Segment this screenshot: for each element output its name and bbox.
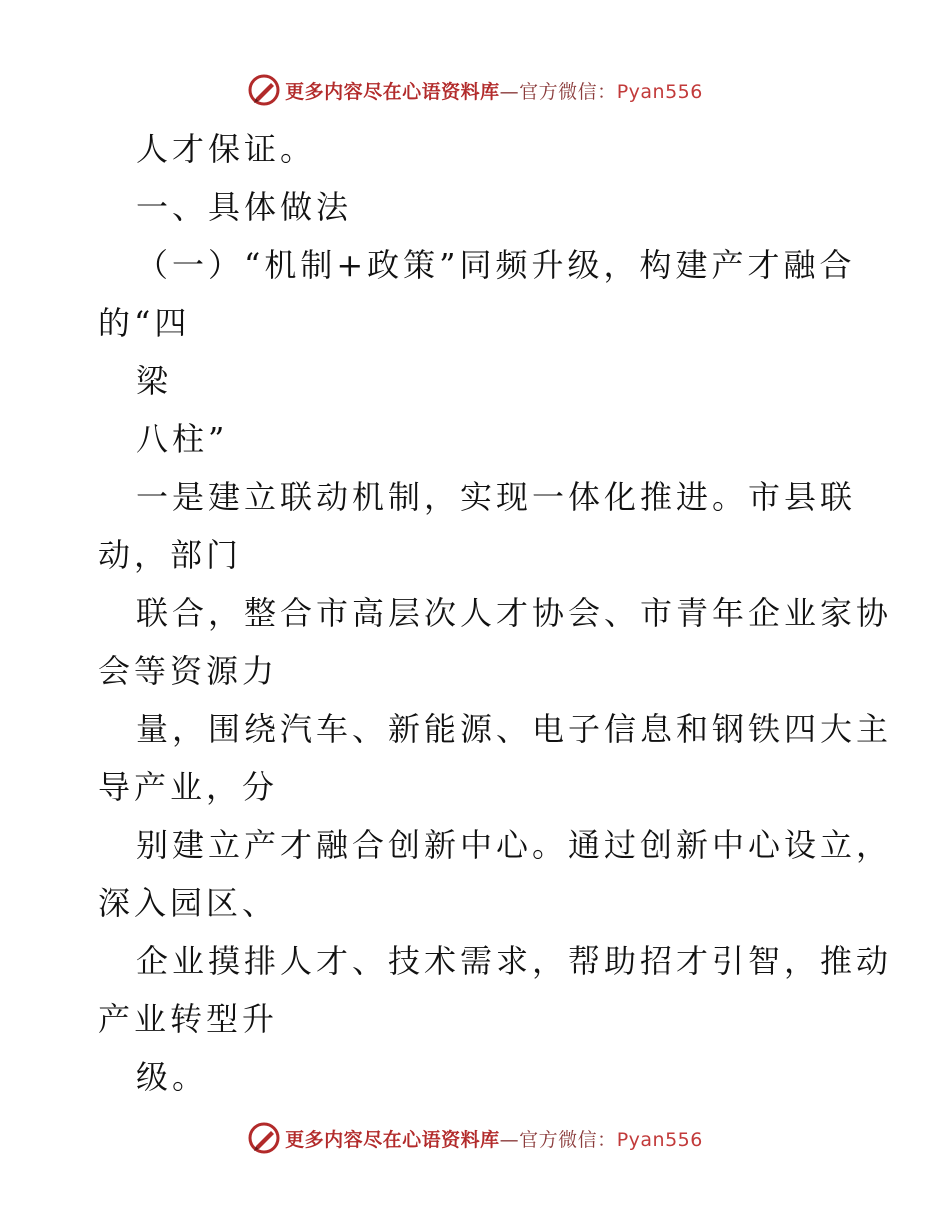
banner-site-name: 更多内容尽在心语资料库 [285,1128,500,1151]
banner-wechat-id: Pyan556 [616,1128,703,1151]
banner-wechat-id: Pyan556 [616,80,703,103]
text-line: 动，部门 [98,536,243,574]
banner-site-name: 更多内容尽在心语资料库 [285,80,500,103]
section-heading: 一、具体做法 [136,188,353,226]
banner-text [285,77,703,104]
text-line: 量，围绕汽车、新能源、电子信息和钢铁四大主 [136,710,893,748]
text-line: 人才保证。 [136,130,317,168]
header-banner [0,70,950,110]
text-line: 级。 [136,1058,209,1096]
text-line: 一是建立联动机制，实现一体化推进。市县联 [136,478,857,516]
text-line: 别建立产才融合创新中心。通过创新中心设立， [136,826,893,864]
text-line: 会等资源力 [98,652,279,690]
text-line: 导产业，分 [98,768,279,806]
text-line: 深入园区、 [98,884,279,922]
text-line: 企业摸排人才、技术需求，帮助招才引智，推动 [136,942,893,980]
banner-wechat-label: —官方微信： [499,1128,617,1151]
text-line: 产业转型升 [98,1000,279,1038]
pen-logo-icon [247,1121,281,1155]
banner-text [285,1125,703,1152]
text-line: 梁 [136,362,173,400]
footer-banner [0,1118,950,1158]
subsection-heading: （一）“机制+政策”同频升级，构建产才融合 [136,246,856,284]
document-body [98,120,893,1106]
text-line: 的“四 [98,304,191,342]
banner-wechat-label: —官方微信： [499,80,617,103]
text-line: 联合，整合市高层次人才协会、市青年企业家协 [136,594,893,632]
text-line: 八柱” [136,420,229,458]
pen-logo-icon [247,73,281,107]
